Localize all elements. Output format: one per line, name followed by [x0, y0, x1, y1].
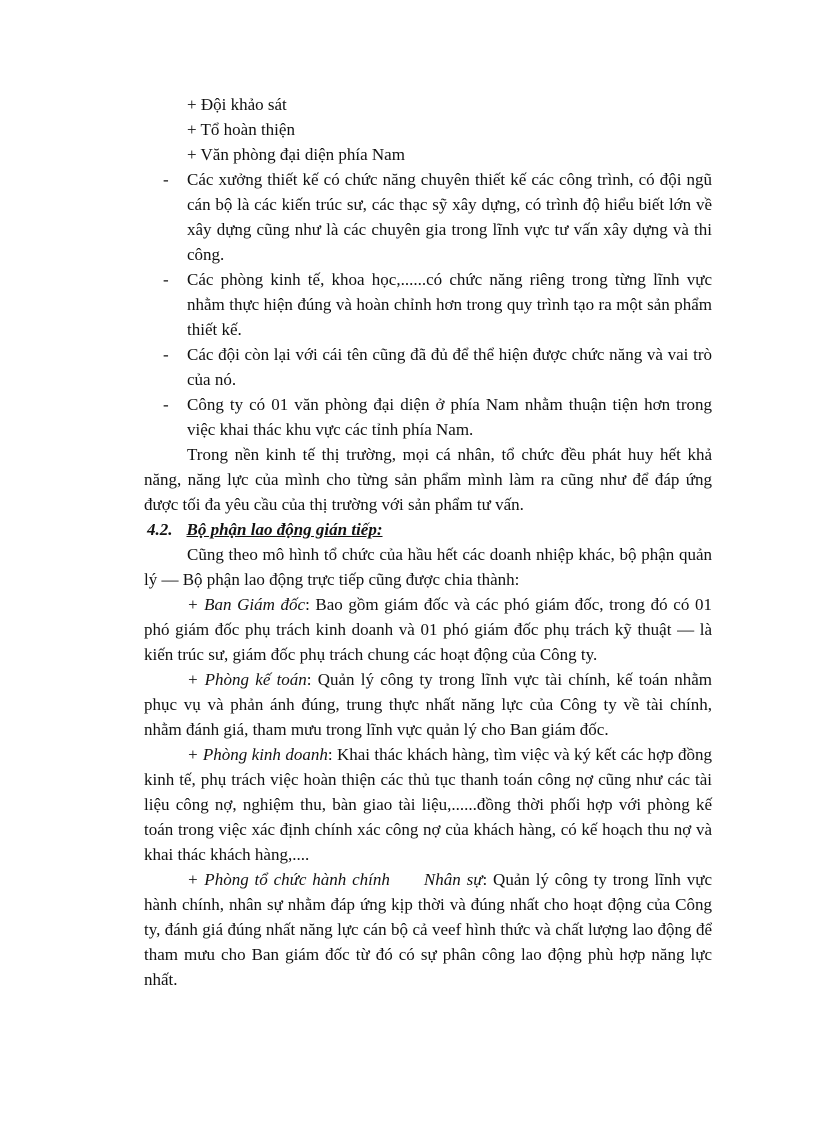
dash-marker: - [163, 270, 169, 289]
section-title: Bộ phận lao động gián tiếp: [186, 520, 383, 539]
department-label: + Phòng kinh doanh [187, 745, 328, 764]
department-text: : Quản lý công ty trong lĩnh vực hành chính, nhân sự nhằm đáp ứng kịp thời và đúng nhất cho hoạt động của Công ty, đánh giá đúng nhất năng lực cán bộ cả veef hình thức và chất lượng lao động để tham mưu cho Ban giám đốc từ đó có sự phân công lao động phù hợp năng lực nhất. [144, 870, 712, 989]
department-text: : Quản lý công ty trong lĩnh vực tài chính, kế toán nhằm phục vụ và phản ánh đúng, trung thực nhất năng lực của Công ty về tài chính, nhằm đánh giá, tham mưu trong lĩnh vực quản lý cho Ban giám đốc. [144, 670, 712, 739]
intro-paragraph: Cũng theo mô hình tổ chức của hầu hết các doanh nhiệp khác, bộ phận quản lý — Bộ phận lao động trực tiếp cũng được chia thành: [144, 545, 712, 589]
department-label: + Phòng tổ chức hành chính [187, 870, 390, 889]
team-finishing: + Tổ hoàn thiện [187, 120, 295, 139]
list-item-economic-departments [144, 267, 712, 342]
list-item-other-teams [144, 342, 712, 392]
department-label-hr: Nhân sự [423, 870, 483, 889]
team-survey: + Đội khảo sát [187, 95, 287, 114]
department-text: : Bao gồm giám đốc và các phó giám đốc, trong đó có 01 phó giám đốc phụ trách kinh doanh và 01 phó giám đốc phụ trách kỹ thuật — là kiến trúc sư, giám đốc phụ trách chung các hoạt động của Công ty. [144, 595, 712, 664]
list-item-south-office [144, 392, 712, 442]
market-paragraph: Trong nền kinh tế thị trường, mọi cá nhân, tổ chức đều phát huy hết khả năng, năng lực của mình cho từng sản phẩm mình làm ra cũng như để đáp ứng được tối đa yêu cầu của thị trường với sản phẩm tư vấn. [144, 445, 712, 514]
team-south-office: + Văn phòng đại diện phía Nam [187, 145, 405, 164]
section-number: 4.2. [147, 520, 173, 539]
dash-marker: - [163, 395, 169, 414]
dash-marker: - [163, 170, 169, 189]
department-accounting [144, 667, 712, 742]
department-board [144, 592, 712, 667]
list-item-text: Các phòng kinh tế, khoa học,......có chức năng riêng trong từng lĩnh vực nhằm thực hiện đúng và hoàn chỉnh hơn trong quy trình tạo ra một sản phẩm thiết kế. [187, 270, 712, 339]
section-heading [144, 517, 712, 542]
document-page [144, 92, 712, 992]
list-item-design-workshops [144, 167, 712, 267]
department-hr [144, 867, 712, 992]
list-item-text: Các đội còn lại với cái tên cũng đã đủ để thể hiện được chức năng và vai trò của nó. [187, 345, 712, 389]
list-item-text: Các xưởng thiết kế có chức năng chuyên thiết kế các công trình, có đội ngũ cán bộ là các kiến trúc sư, các thạc sỹ xây dựng, có trình độ hiểu biết lớn về xây dựng cũng như là các chuyên gia trong lĩnh vực tư vấn xây dựng và thi công. [187, 170, 712, 264]
dash-marker: - [163, 345, 169, 364]
department-label: + Ban Giám đốc [187, 595, 306, 614]
department-text: : Khai thác khách hàng, tìm việc và ký kết các hợp đồng kinh tế, phụ trách việc hoàn thiện các thủ tục thanh toán công nợ cũng như các tài liệu công nợ, nghiệm thu, bàn giao tài liệu,......đồng thời phối hợp với phòng kế toán trong việc xác định chính xác công nợ của khách hàng, có kế hoạch thu nợ và khai thác khách hàng,.... [144, 745, 712, 864]
list-item-text: Công ty có 01 văn phòng đại diện ở phía Nam nhằm thuận tiện hơn trong việc khai thác khu vực các tỉnh phía Nam. [187, 395, 712, 439]
department-label: + Phòng kế toán [187, 670, 307, 689]
department-business [144, 742, 712, 867]
